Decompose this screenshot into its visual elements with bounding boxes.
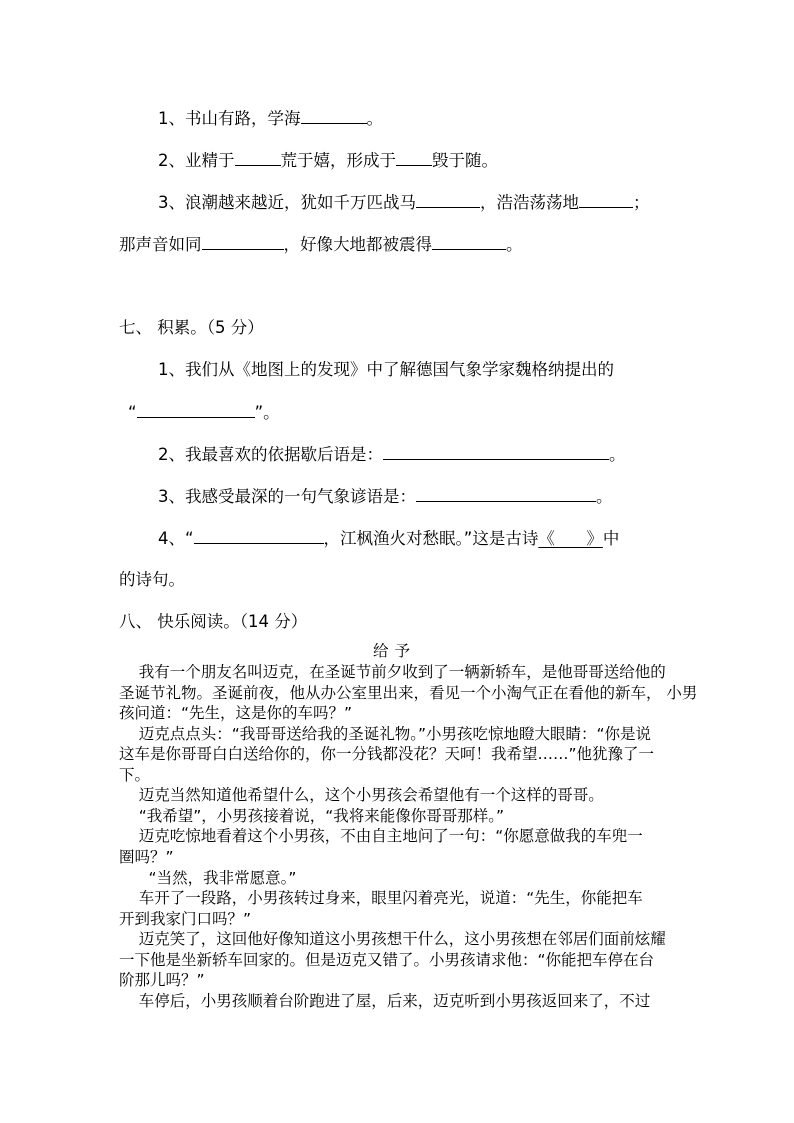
question-7-1: 1、我们从《地图上的发现》中了解德国气象学家魏格纳提出的 — [158, 360, 614, 379]
question-text: ”。 — [254, 403, 280, 422]
passage-line: 开到我家门口吗？” — [119, 909, 252, 928]
passage-line: 一下他是坐新轿车回家的。但是迈克又错了。小男孩请求他：“你能把车停在台 — [119, 950, 655, 969]
passage-line: 下。 — [119, 765, 151, 784]
question-text: 3、浪潮越来越近，犹如千万匹战马 — [158, 193, 416, 212]
answer-blank[interactable] — [432, 234, 506, 250]
question-text: 。 — [596, 487, 613, 506]
answer-blank[interactable] — [396, 150, 432, 166]
question-7-4-continued: 的诗句。 — [119, 570, 185, 589]
question-text: 中 — [602, 529, 620, 548]
passage-line: “当然，我非常愿意。” — [119, 868, 297, 887]
question-7-4 — [158, 528, 619, 549]
answer-blank[interactable] — [235, 150, 281, 166]
passage-line: 圣诞节礼物。圣诞前夜，他从办公室里出来，看见一个小淘气正在看他的新车， 小男 — [119, 683, 698, 702]
question-text: 2、业精于 — [158, 151, 235, 170]
poem-title-blank[interactable]: 《 》 — [538, 529, 603, 548]
passage-line: 车停后，小男孩顺着台阶跑进了屋，后来，迈克听到小男孩返回来了，不过 — [119, 991, 651, 1010]
answer-blank[interactable] — [416, 192, 480, 208]
answer-blank[interactable] — [579, 192, 633, 208]
passage-line: 这车是你哥哥白白送给你的，你一分钱都没花？天呵！我希望……”他犹豫了一 — [119, 745, 655, 764]
answer-blank[interactable] — [301, 108, 367, 124]
passage-line: 迈克吃惊地看着这个小男孩，不由自主地问了一句：“你愿意做我的车兜一 — [119, 827, 643, 846]
question-text: 3、我感受最深的一句气象谚语是： — [158, 487, 416, 506]
question-text: “ — [128, 403, 137, 422]
question-text: 4、“ — [158, 529, 194, 548]
question-text: ，好像大地都被震得 — [283, 235, 432, 254]
question-6-3-continued — [119, 234, 523, 255]
passage-line: 迈克点点头：“我哥哥送给我的圣诞礼物。”小男孩吃惊地瞪大眼睛：“你是说 — [119, 724, 652, 743]
question-text: 荒于嬉，形成于 — [280, 151, 396, 170]
question-text: ； — [633, 193, 650, 212]
question-text: ，江枫渔火对愁眠。”这是古诗 — [323, 529, 539, 548]
passage-line: 迈克笑了，这回他好像知道这小男孩想干什么，这小男孩想在邻居们面前炫耀 — [119, 930, 666, 949]
question-6-3 — [158, 192, 650, 213]
question-text: 那声音如同 — [119, 235, 202, 254]
question-text: 。 — [506, 235, 523, 254]
question-7-2 — [158, 444, 626, 465]
answer-blank[interactable] — [383, 444, 609, 460]
passage-line: 车开了一段路，小男孩转过身来，眼里闪着亮光，说道：“先生，你能把车 — [119, 889, 643, 908]
question-6-1 — [158, 108, 383, 129]
passage-line: “我希望”，小男孩接着说，“我将来能像你哥哥那样。” — [119, 806, 505, 825]
answer-blank[interactable] — [137, 402, 255, 418]
passage-line: 孩问道：“先生，这是你的车吗？” — [119, 704, 353, 723]
question-6-2 — [158, 150, 498, 171]
passage-line: 阶那儿吗？” — [119, 971, 205, 990]
passage-line: 圈吗？” — [119, 847, 174, 866]
passage-title: 给予 — [373, 642, 417, 660]
question-text: 。 — [366, 109, 383, 128]
section-7-heading: 七、 积累。（5 分） — [119, 318, 264, 337]
question-text: 1、书山有路，学海 — [158, 109, 301, 128]
question-text: 2、我最喜欢的依据歇后语是： — [158, 445, 383, 464]
answer-blank[interactable] — [416, 486, 596, 502]
answer-blank[interactable] — [194, 528, 324, 544]
passage-line: 我有一个朋友名叫迈克，在圣诞节前夕收到了一辆新轿车，是他哥哥送给他的 — [119, 663, 666, 681]
section-8-heading: 八、 快乐阅读。（14 分） — [119, 612, 308, 631]
question-text: 。 — [609, 445, 626, 464]
passage-line: 迈克当然知道他希望什么，这个小男孩会希望他有一个这样的哥哥。 — [119, 786, 604, 805]
question-text: ，浩浩荡荡地 — [480, 193, 579, 212]
question-7-3 — [158, 486, 613, 507]
answer-blank[interactable] — [202, 234, 284, 250]
question-text: 毁于随。 — [432, 151, 498, 170]
question-7-1-continued — [128, 402, 280, 423]
